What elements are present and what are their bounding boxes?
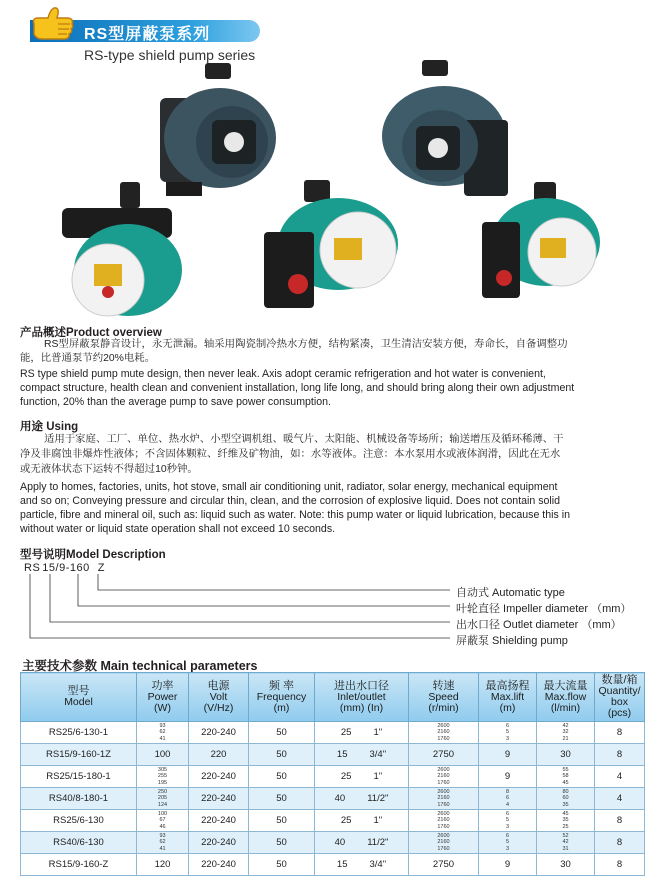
params-cell-qty: 4 (595, 766, 645, 788)
page-subtitle: RS-type shield pump series (84, 47, 256, 63)
model-code-series: RS (24, 562, 41, 574)
model-code-impeller: -160 (65, 562, 90, 574)
label-automatic-type: 自动式 Automatic type (456, 587, 565, 599)
params-cell-inlet (315, 766, 409, 788)
params-header-4 (315, 673, 409, 722)
params-cell-subvalue: 4 (505, 801, 510, 808)
params-cell-subvalue: 6 (505, 833, 510, 840)
params-cell-subvalue: 80 (562, 789, 569, 796)
params-cell-subvalue: 21 (562, 735, 569, 742)
params-cell-model: RS25/15-180-1 (21, 766, 137, 788)
params-cell-inlet (315, 788, 409, 810)
table-row (21, 832, 645, 854)
params-cell-power (137, 810, 189, 832)
params-cell-inlet-mm: 40 (334, 837, 346, 848)
params-cell-power (137, 766, 189, 788)
label-outlet-diameter: 出水口径 Outlet diameter （mm） (456, 619, 622, 631)
params-header-2 (189, 673, 249, 722)
params-cell-freq: 50 (249, 788, 315, 810)
model-code-leader-lines (20, 574, 460, 646)
params-cell-subvalue: 46 (159, 823, 166, 830)
params-cell-freq: 50 (249, 810, 315, 832)
params-cell-lift (479, 832, 537, 854)
params-cell-subvalue: 52 (562, 833, 569, 840)
params-cell-inlet (315, 854, 409, 876)
params-cell-subvalue: 55 (562, 767, 569, 774)
params-cell-subvalue: 255 (157, 773, 168, 780)
params-cell-model: RS25/6-130-1 (21, 722, 137, 744)
params-cell-power: 120 (137, 854, 189, 876)
params-cell-inlet-mm: 15 (336, 749, 348, 760)
params-cell-inlet-mm: 25 (340, 727, 352, 738)
params-cell-inlet-inch: 1" (373, 771, 383, 782)
params-cell-subvalue: 45 (562, 779, 569, 786)
params-cell-qty: 8 (595, 722, 645, 744)
params-cell-subvalue: 62 (159, 839, 166, 846)
params-cell-inlet-inch: 3/4" (369, 749, 387, 760)
params-cell-volt: 220-240 (189, 854, 249, 876)
using-en-line-4: without water or liquid state operation shall not exceed 10 seconds. (20, 523, 336, 535)
params-header-en: (m) (273, 701, 290, 714)
params-cell-subvalue: 305 (157, 767, 168, 774)
params-cell-power (137, 832, 189, 854)
params-cell-inlet-inch: 11/2" (367, 793, 389, 804)
params-cell-qty: 8 (595, 832, 645, 854)
using-en-line-2: and so on; Conveying pressure and circular thin, clean, and the corrosion of explosive liquid. Does not contain solid (20, 495, 561, 507)
params-cell-subvalue: 41 (159, 735, 166, 742)
params-cell-inlet-mm: 25 (340, 771, 352, 782)
params-cell-subvalue: 31 (562, 845, 569, 852)
params-cell-subvalue: 6 (505, 723, 510, 730)
params-header-en: Max.lift (490, 690, 525, 703)
params-cell-power (137, 722, 189, 744)
params-cell-subvalue: 2600 (437, 833, 450, 840)
params-cell-power (137, 788, 189, 810)
params-cell-freq: 50 (249, 854, 315, 876)
overview-heading: 产品概述Product overview (20, 327, 162, 339)
label-shielding-pump: 屏蔽泵 Shielding pump (456, 635, 568, 647)
params-cell-inlet (315, 722, 409, 744)
using-cn-line-1: 适用于家庭、工厂、单位、热水炉、小型空调机组、暖气片、太阳能、机械设备等场所；输送增压及循环稀薄、干 (44, 434, 564, 445)
params-header-6 (479, 673, 537, 722)
params-cell-speed (409, 832, 479, 854)
params-cell-subvalue: 42 (562, 723, 569, 730)
table-row (21, 788, 645, 810)
using-heading: 用途 Using (20, 421, 79, 433)
using-en-line-1: Apply to homes, factories, units, hot stove, small air conditioning unit, radiator, solar energy, mechanical equipment (20, 481, 558, 493)
using-cn-line-2: 净及非腐蚀非爆炸性液体；不含固体颗粒、纤维及矿物油，如：水等液体。注意：本水泵用水或液体润滑，因此在无水 (20, 449, 561, 460)
params-cell-subvalue: 5 (505, 729, 510, 736)
model-code-example (24, 562, 105, 574)
params-header-en: (V/Hz) (203, 701, 234, 714)
params-cell-subvalue: 2160 (437, 839, 450, 846)
pump-photo-teal-2 (262, 180, 412, 320)
pump-photo-slate-1 (150, 58, 290, 198)
params-cell-freq: 50 (249, 832, 315, 854)
model-code-type: Z (97, 562, 105, 574)
params-cell-freq: 50 (249, 744, 315, 766)
params-cell-inlet-inch: 3/4" (369, 859, 387, 870)
params-cell-subvalue: 2160 (437, 795, 450, 802)
params-cell-subvalue: 250 (157, 789, 168, 796)
params-cell-subvalue: 5 (505, 839, 510, 846)
params-cell-subvalue: 3 (505, 845, 510, 852)
params-header-en: Max.flow (544, 690, 587, 703)
params-header-cn: 最高扬程 (485, 679, 530, 692)
params-cell-subvalue: 58 (562, 773, 569, 780)
params-cell-speed (409, 766, 479, 788)
params-cell-subvalue: 67 (159, 817, 166, 824)
params-cell-subvalue: 1760 (437, 801, 450, 808)
params-cell-subvalue: 100 (157, 811, 168, 818)
using-cn-line-3: 或无液体状态下运转不得超过10秒钟。 (20, 464, 198, 475)
params-cell-subvalue: 35 (562, 801, 569, 808)
pump-photo-teal-3 (476, 182, 606, 322)
params-header-8 (595, 673, 645, 722)
overview-cn-line-2: 能，比普通泵节约20%电耗。 (20, 353, 156, 364)
params-cell-flow: 30 (537, 854, 595, 876)
params-cell-subvalue: 25 (562, 823, 569, 830)
params-cell-flow: 30 (537, 744, 595, 766)
params-cell-speed: 2750 (409, 854, 479, 876)
model-description-heading: 型号说明Model Description (20, 549, 166, 561)
using-en-line-3: particle, fibre and mineral oil, such as: liquid such as water. Note: this pump water or liquid lubrication, because this in (20, 509, 570, 521)
params-header-cn: 转速 (432, 679, 455, 692)
params-header-en: Speed (428, 690, 459, 703)
params-cell-subvalue: 93 (159, 833, 166, 840)
params-header-en: (m) (499, 701, 516, 714)
params-cell-freq: 50 (249, 722, 315, 744)
params-cell-subvalue: 2600 (437, 811, 450, 818)
params-cell-qty: 8 (595, 744, 645, 766)
params-header-row (21, 673, 645, 722)
params-cell-volt: 220-240 (189, 722, 249, 744)
thumbs-up-icon (28, 6, 76, 46)
params-cell-subvalue: 1760 (437, 823, 450, 830)
params-cell-subvalue: 3 (505, 735, 510, 742)
page-title: RS型屏蔽泵系列 (84, 26, 211, 43)
params-cell-model: RS15/9-160-Z (21, 854, 137, 876)
params-header-en: Quantity/ (598, 685, 641, 697)
params-cell-subvalue: 195 (157, 779, 168, 786)
params-cell-inlet-mm: 25 (340, 815, 352, 826)
table-row (21, 854, 645, 876)
params-cell-subvalue: 205 (157, 795, 168, 802)
params-cell-lift (479, 788, 537, 810)
model-code-lift: /9 (55, 562, 66, 574)
params-cell-subvalue: 6 (505, 811, 510, 818)
params-cell-power: 100 (137, 744, 189, 766)
params-cell-speed (409, 722, 479, 744)
params-cell-model: RS25/6-130 (21, 810, 137, 832)
params-cell-subvalue: 6 (505, 795, 510, 802)
params-header-cn: 数量/箱 (601, 674, 638, 686)
params-cell-flow (537, 810, 595, 832)
overview-en-line-1: RS type shield pump mute design, then never leak. Axis adopt ceramic refrigeration and hot water is convenient, (20, 368, 546, 380)
params-cell-inlet-inch: 11/2" (367, 837, 389, 848)
params-cell-model: RS40/8-180-1 (21, 788, 137, 810)
params-cell-volt: 220-240 (189, 766, 249, 788)
params-cell-inlet-inch: 1" (373, 727, 383, 738)
params-cell-flow (537, 722, 595, 744)
pump-photo-slate-2 (372, 60, 522, 200)
params-cell-qty: 8 (595, 810, 645, 832)
params-header-cn: 功率 (151, 679, 174, 692)
params-header-cn: 进出水口径 (334, 679, 389, 692)
params-header-en: Inlet/outlet (337, 690, 386, 703)
params-cell-subvalue: 2160 (437, 773, 450, 780)
params-cell-volt: 220 (189, 744, 249, 766)
params-table (20, 672, 645, 876)
params-cell-subvalue: 1760 (437, 845, 450, 852)
overview-en-line-2: compact structure, health clean and convenient installation, long life long, and should bring along their own adjustment (20, 382, 575, 394)
params-header-en: (mm) (In) (339, 701, 384, 714)
params-cell-volt: 220-240 (189, 810, 249, 832)
overview-cn-line-1: RS型屏蔽泵静音设计，永无泄漏。轴采用陶瓷制冷热水方便，结构紧凑，卫生清洁安装方便，寿命长，自备调整功 (44, 339, 568, 350)
params-cell-subvalue: 45 (562, 811, 569, 818)
params-header-1 (137, 673, 189, 722)
params-cell-volt: 220-240 (189, 788, 249, 810)
params-cell-inlet (315, 832, 409, 854)
params-cell-subvalue: 124 (157, 801, 168, 808)
params-cell-lift: 9 (479, 744, 537, 766)
params-cell-subvalue: 1760 (437, 735, 450, 742)
params-cell-subvalue: 8 (505, 789, 510, 796)
params-cell-subvalue: 2600 (437, 767, 450, 774)
params-header-7 (537, 673, 595, 722)
table-row (21, 766, 645, 788)
params-cell-qty: 4 (595, 788, 645, 810)
params-cell-inlet (315, 810, 409, 832)
params-header-0 (21, 673, 137, 722)
table-row (21, 744, 645, 766)
params-cell-inlet-inch: 1" (373, 815, 383, 826)
params-cell-lift: 9 (479, 854, 537, 876)
params-header-cn: 型号 (67, 685, 90, 697)
params-cell-subvalue: 62 (159, 729, 166, 736)
params-header-en: Frequency (256, 690, 307, 703)
params-cell-subvalue: 60 (562, 795, 569, 802)
params-header-en: (l/min) (550, 701, 581, 714)
params-cell-subvalue: 5 (505, 817, 510, 824)
params-cell-speed (409, 810, 479, 832)
table-row (21, 810, 645, 832)
params-header-en: (r/min) (428, 701, 459, 714)
params-cell-subvalue: 93 (159, 723, 166, 730)
params-cell-inlet (315, 744, 409, 766)
params-cell-lift (479, 722, 537, 744)
params-cell-inlet-mm: 40 (334, 793, 346, 804)
params-cell-subvalue: 3 (505, 823, 510, 830)
label-impeller-diameter: 叶轮直径 Impeller diameter （mm） (456, 603, 632, 615)
params-header-5 (409, 673, 479, 722)
params-cell-subvalue: 32 (562, 729, 569, 736)
model-code-outlet: 15 (42, 562, 56, 574)
pump-photo-teal-1 (58, 182, 188, 322)
params-cell-subvalue: 2600 (437, 789, 450, 796)
params-cell-speed: 2750 (409, 744, 479, 766)
params-header-cn: 最大流量 (543, 679, 588, 692)
params-header-cn: 电源 (207, 679, 230, 692)
params-header-en: (W) (154, 701, 171, 714)
params-cell-subvalue: 41 (159, 845, 166, 852)
table-row (21, 722, 645, 744)
params-header-en: (pcs) (607, 707, 632, 719)
params-cell-flow (537, 766, 595, 788)
params-cell-speed (409, 788, 479, 810)
params-cell-subvalue: 2160 (437, 729, 450, 736)
params-header-en: box (611, 696, 628, 708)
params-cell-volt: 220-240 (189, 832, 249, 854)
params-cell-subvalue: 2160 (437, 817, 450, 824)
params-cell-subvalue: 1760 (437, 779, 450, 786)
params-cell-model: RS40/6-130 (21, 832, 137, 854)
params-cell-lift (479, 810, 537, 832)
params-cell-flow (537, 788, 595, 810)
params-cell-freq: 50 (249, 766, 315, 788)
params-cell-subvalue: 42 (562, 839, 569, 846)
params-cell-lift: 9 (479, 766, 537, 788)
params-header-cn: 频 率 (268, 679, 295, 692)
params-header-en: Volt (209, 690, 228, 703)
params-cell-flow (537, 832, 595, 854)
overview-en-line-3: function, 20% than the average pump to save power consumption. (20, 396, 331, 408)
params-cell-subvalue: 2600 (437, 723, 450, 730)
params-header-3 (249, 673, 315, 722)
params-cell-subvalue: 35 (562, 817, 569, 824)
params-cell-qty: 8 (595, 854, 645, 876)
params-header-en: Power (147, 690, 178, 703)
params-header-en: Model (64, 696, 93, 708)
params-cell-inlet-mm: 15 (336, 859, 348, 870)
params-title: 主要技术参数 Main technical parameters (22, 659, 258, 673)
params-cell-model: RS15/9-160-1Z (21, 744, 137, 766)
